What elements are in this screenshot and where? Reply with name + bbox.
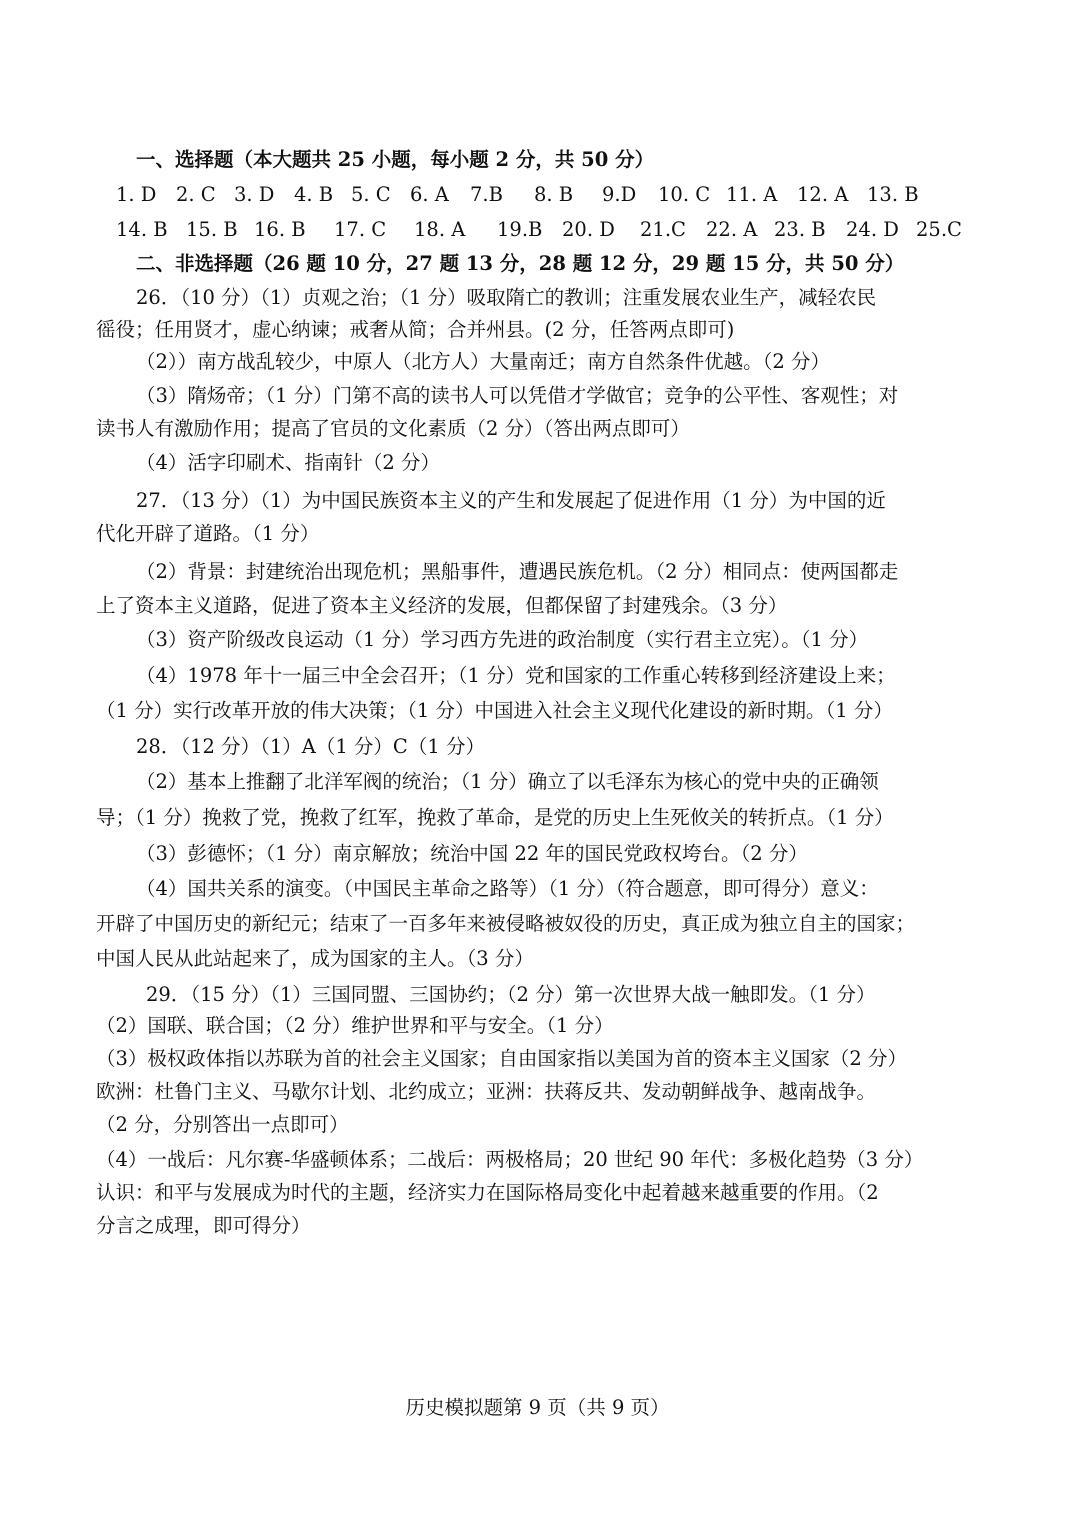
answer-item: 17. C <box>334 218 387 241</box>
answer-item: 8. B <box>534 183 574 206</box>
section1-title: 一、选择题（本大题共 25 小题，每小题 2 分，共 50 分） <box>136 148 655 171</box>
answer-line: （4）国共关系的演变。（中国民主革命之路等）（1 分）（符合题意，即可得分）意义： <box>136 877 879 900</box>
answer-line: 27．（13 分）（1）为中国民族资本主义的产生和发展起了促进作用（1 分）为中国的近 <box>136 489 886 512</box>
answer-line: （1 分）实行改革开放的伟大决策；（1 分）中国进入社会主义现代化建设的新时期。（1 分） <box>96 699 893 722</box>
answer-line: （4）活字印刷术、指南针（2 分） <box>136 451 441 474</box>
answer-line: （2）国联、联合国；（2 分）维护世界和平与安全。（1 分） <box>96 1014 614 1037</box>
answer-item: 18. A <box>414 218 466 241</box>
answer-item: 3. D <box>234 183 275 206</box>
answer-item: 19.B <box>497 218 543 241</box>
answer-line: 中国人民从此站起来了，成为国家的主人。（3 分） <box>96 947 534 970</box>
answer-line: 导；（1 分）挽救了党，挽救了红军，挽救了革命，是党的历史上生死攸关的转折点。（1 分） <box>96 806 894 829</box>
answer-line: 开辟了中国历史的新纪元；结束了一百多年来被侵略被奴役的历史，真正成为独立自主的国家； <box>96 912 916 935</box>
answer-item: 9.D <box>602 183 637 206</box>
answer-item: 7.B <box>470 183 503 206</box>
answer-line: （3）资产阶级改良运动（1 分）学习西方先进的政治制度（实行君主立宪）。（1 分） <box>136 628 869 651</box>
answer-line: 上了资本主义道路，促进了资本主义经济的发展，但都保留了封建残余。（3 分） <box>96 594 788 617</box>
answer-line: 28．（12 分）（1）A（1 分）C（1 分） <box>136 735 485 758</box>
section2-title: 二、非选择题（26 题 10 分，27 题 13 分，28 题 12 分，29 题 15 分，共 50 分） <box>136 252 905 275</box>
answer-line: （3）极权政体指以苏联为首的社会主义国家；自由国家指以美国为首的资本主义国家（2 分） <box>96 1047 908 1070</box>
answer-line: （4）一战后：凡尔赛-华盛顿体系；二战后：两极格局；20 世纪 90 年代：多极化趋势（3 分） <box>96 1148 924 1171</box>
answer-line: （2））南方战乱较少，中原人（北方人）大量南迁；南方自然条件优越。（2 分） <box>136 350 831 373</box>
answer-line: 徭役；任用贤才，虚心纳谏；戒奢从简；合并州县。(2 分，任答两点即可) <box>96 318 735 341</box>
answer-item: 16. B <box>254 218 306 241</box>
answer-item: 5. C <box>351 183 391 206</box>
answer-line: 欧洲：杜鲁门主义、马歇尔计划、北约成立；亚洲：扶蒋反共、发动朝鲜战争、越南战争。 <box>96 1080 877 1103</box>
answer-line: （2）背景：封建统治出现危机；黑船事件，遭遇民族危机。（2 分）相同点：使两国都走 <box>136 560 899 583</box>
answer-line: 26．（10 分）（1）贞观之治；（1 分）吸取隋亡的教训；注重发展农业生产，减轻农民 <box>136 286 877 309</box>
answer-item: 25.C <box>916 218 962 241</box>
answer-item: 2. C <box>176 183 216 206</box>
answer-item: 4. B <box>294 183 334 206</box>
answer-line: 代化开辟了道路。（1 分） <box>96 522 320 545</box>
answer-item: 10. C <box>658 183 711 206</box>
answer-line: （4）1978 年十一届三中全会召开；（1 分）党和国家的工作重心转移到经济建设上来； <box>136 664 896 687</box>
answer-line: （3）隋炀帝；（1 分）门第不高的读书人可以凭借才学做官；竞争的公平性、客观性；对 <box>136 384 899 407</box>
answer-line: 分言之成理，即可得分） <box>96 1214 311 1237</box>
answer-item: 22. A <box>706 218 758 241</box>
answer-item: 24. D <box>846 218 899 241</box>
answer-line: （3）彭德怀；（1 分）南京解放；统治中国 22 年的国民党政权垮台。（2 分） <box>136 842 808 865</box>
answer-item: 1. D <box>116 183 157 206</box>
answer-item: 15. B <box>186 218 238 241</box>
answer-line: 读书人有激励作用；提高了官员的文化素质（2 分）（答出两点即可） <box>96 417 690 440</box>
answer-line: 认识：和平与发展成为时代的主题，经济实力在国际格局变化中起着越来越重要的作用。（2 <box>96 1181 879 1204</box>
page-footer: 历史模拟题第 9 页（共 9 页） <box>405 1396 670 1419</box>
answer-item: 13. B <box>867 183 919 206</box>
answer-line: （2 分，分别答出一点即可） <box>96 1113 349 1136</box>
answer-item: 21.C <box>640 218 686 241</box>
answer-item: 14. B <box>116 218 168 241</box>
answer-item: 23. B <box>774 218 826 241</box>
answer-item: 11. A <box>726 183 778 206</box>
answer-item: 6. A <box>410 183 449 206</box>
answer-item: 12. A <box>797 183 849 206</box>
answer-line: 29．（15 分）（1）三国同盟、三国协约；（2 分）第一次世界大战一触即发。（1 分） <box>146 983 876 1006</box>
answer-line: （2）基本上推翻了北洋军阀的统治；（1 分）确立了以毛泽东为核心的党中央的正确领 <box>136 770 879 793</box>
answer-item: 20. D <box>562 218 615 241</box>
